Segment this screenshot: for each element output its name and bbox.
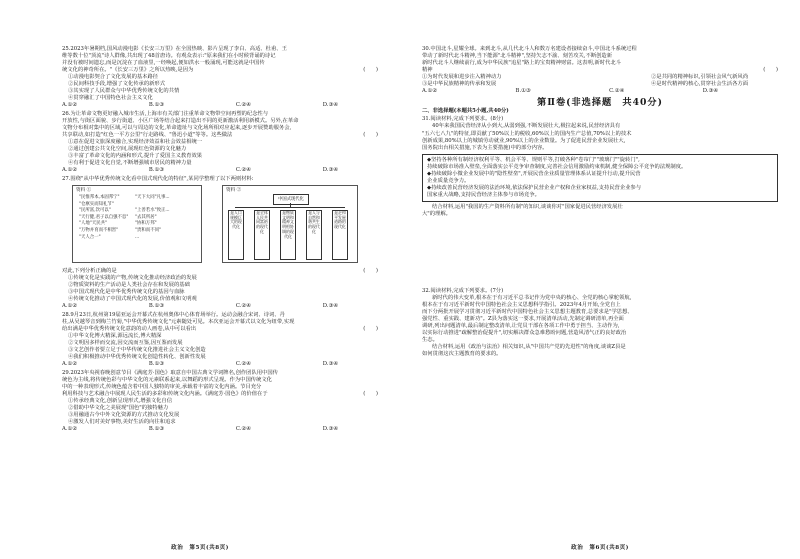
material-1-quote: "上善若水"致正...: [135, 208, 170, 214]
q32-head: 32.阅读材料,完成下列要求。(7分): [422, 288, 504, 295]
material-1-title: 资料 ①: [76, 187, 92, 193]
q31-task: 大"的理解。: [422, 210, 451, 217]
answer-space[interactable]: [422, 359, 778, 399]
option: ④我们积极推动中华优秀传统文化创造性转化、创新性发展: [68, 353, 206, 360]
material-2-title: 资料 ②: [226, 187, 242, 193]
q28-line: 柱,从吴越琴音到梅兰竹菊,"中华优秀传统文化"元素随处可见。本次亚运会开幕式以文化为纽带,实现: [62, 318, 295, 325]
q28-line: 28.9月23日,杭州第19届亚运会开幕式在杭州奥体中心体育场举行。运动会融合宋词、诗词、丹: [62, 311, 285, 318]
material-1-quote: "去其所居": [135, 214, 157, 220]
q30-line: 30.中国北斗,星耀全球。来到北斗,从几代北斗人和数万名建设者接续奋斗,中国北斗系统过程: [422, 46, 637, 52]
option: ③丰富了革命文化的内涵和形式,提升了爱国主义教育效果: [68, 153, 203, 160]
option: ④传统文化推动了中国式现代化的发展,价值观和文明观: [68, 296, 197, 303]
q26-line: 开放性,与街区面貌、步行街道、小区广场等结合起来打造出不同的更新激活利用新模式。另外,在革命: [62, 117, 299, 124]
page-footer: 政治 第5页(共8页): [171, 545, 229, 551]
q31-material: "五六七八九"的特征,即贡献了50%以上的税收,60%以上的国内生产总值,70%以上的技术: [422, 130, 632, 137]
material-1-quote: "民惟邦本,本固邦宁": [79, 194, 120, 200]
option: ④是时代精神的核心,贯穿社会生活各方面: [650, 81, 748, 88]
material-1-quote: "天下大同"凡事...: [135, 194, 170, 200]
answer-bracket: ( ): [363, 267, 378, 274]
choice-a: A.①②: [62, 425, 78, 432]
option: ④有利于促进文化自觉,不断增强城市居民的精神力量: [68, 160, 192, 167]
choice-a: A.①②: [62, 102, 78, 109]
measure-line: 企业质量竞争力。: [427, 177, 470, 184]
choice-c: C.②④: [235, 167, 251, 174]
measure-line: ◆持续破除小微企业发展中的"隐性壁垒",开展民营企业质量管理体系认证提升行动,提升民营: [427, 170, 641, 177]
material-1-quote: "天人合一": [79, 234, 101, 240]
measure-line: 国家重大战略,支持民营经济主体参与市场竞争。: [427, 191, 540, 198]
option: ①中华文化博大精深,源远流长,博大精深: [68, 332, 162, 339]
q25-line: 并没有被时间遗忘,而是沉淀在了血液里,一经唤起,便如洪水一般涌现,可能这就是中国传: [62, 60, 265, 67]
answer-space[interactable]: [422, 218, 778, 288]
choice-c: C.②④: [235, 303, 251, 310]
q30-line: 精神: [422, 67, 433, 74]
q28-line: 给出满是中华优秀传统文化意韵的动人画卷,从中可以看出: [62, 325, 197, 332]
choice-b: B.①③: [148, 361, 164, 367]
material-1-quote: "万物并育而不相害": [79, 227, 119, 233]
choice-c: C.②④: [235, 102, 251, 109]
q31-measures-box: [422, 154, 778, 202]
question-31: [422, 116, 778, 288]
tree-root-node: 中国式现代化: [273, 194, 309, 205]
answer-bracket: ( ): [763, 67, 778, 74]
choice-c: C.②④: [235, 361, 251, 367]
q32-task: 如何贯彻这次主题教育的要求的。: [422, 351, 502, 358]
material-1-quote: "民所富,饮可以": [79, 208, 111, 214]
material-2-box: [222, 185, 358, 263]
option: ②文明因多样而交流,因交流而互鉴,因互鉴而发展: [68, 339, 183, 346]
choice-d: D.③④: [702, 88, 718, 95]
question-30: [422, 46, 778, 95]
choice-a: A.①②: [62, 361, 78, 367]
choice-d: D.③④: [322, 303, 338, 310]
q31-head: 31.阅读材料,完成下列要求。(8分): [422, 116, 504, 123]
q27-intro: 27.围绕"从中华优秀传统文化看中国式现代化的特征",某同学整理了以下两则材料:: [62, 175, 254, 182]
choice-b: B.①③: [148, 167, 164, 174]
answer-bracket: ( ): [363, 132, 378, 139]
choice-a: A.①②: [62, 167, 78, 174]
choice-c: C.②④: [235, 425, 251, 432]
choice-d: D.③④: [322, 102, 338, 109]
q32-material: 而下分两批开展学习贯彻习近平新时代中国特色社会主义思想主题教育,总要求是"学思想、: [422, 309, 633, 316]
page-footer: 政治 第6页(共8页): [571, 545, 629, 551]
option: ③其实现了人民群众与中华优秀传统文化的共情: [68, 88, 180, 95]
material-1-quote: "贵和而不同": [135, 227, 161, 233]
q32-material: 根本在于有习近平新时代中国特色社会主义思想科学指引。2023年4月开始,全党自上: [422, 302, 621, 309]
choice-d: D.③④: [322, 361, 338, 367]
option: ③用融通古今中外文化资源的方式推动文化发展: [68, 411, 180, 418]
question-26: [62, 111, 378, 174]
q32-material: 生态。: [422, 337, 438, 344]
option: ②通过创建公共文化空间,展现红色资源的文化魅力: [68, 146, 187, 153]
left-column: [62, 46, 378, 433]
q26-line: 共享联动,如打造"红色一平方公里"行走路线、"鲁迅小道"等等。这些做法: [62, 132, 233, 139]
q31-material: 创新成果,80%以上的城镇劳动就业,90%以上的企业数量。为了促进民营企业发展壮大,: [422, 137, 626, 144]
q30-line: 新时代北斗人继续前行,成为中华民族"追星"路上的宝贵精神财富。这表明,新时代北斗: [422, 60, 621, 67]
material-1-box: [72, 185, 202, 263]
q29-line: 统色为主线,将传统色彩与中华文化的元素联系起来,以舞蹈的形式呈现。作为中国传统文化: [62, 376, 272, 383]
material-1-quote: "人地"天民共": [79, 221, 108, 227]
q31-task: 结合材料,运用"我国的生产资料所有制"的知识,谈谈你对"国家促进民营经济发展壮: [432, 203, 623, 210]
measure-line: ◆坚持各种所有制经济权利平等、机会平等、规则平等,打破各种"卷帘门""玻璃门""旋转门",: [427, 156, 640, 163]
q25-line: 维等数十位"顶流"诗人群像,共出现了48首唐诗。有观众表示:"原来我们在小时候背诵的诗记: [62, 53, 276, 60]
tree-connector: [235, 207, 345, 208]
question-28: [62, 312, 378, 368]
tree-leaf-node: 是人与自然和谐共生的现代化: [306, 210, 322, 260]
material-1-quote: "仓廪实而知礼节": [79, 201, 114, 207]
q32-material: 强党性、重实践、建新功"。Z县为落实这一要求,开展清单活动,先制定调研清单,再全面: [422, 316, 624, 323]
option: ④激发人们对美好事物,美好生活的向往和追求: [68, 418, 176, 425]
choice-b: B.①③: [148, 102, 164, 109]
q29-line: 29.2023年央视春晚创意节目《满庭芳·国色》取意自中国古典文学词牌名,创作团队用中国传: [62, 369, 278, 376]
question-29: [62, 370, 378, 433]
option: ③中国式现代化是中华优秀传统文化的基因与血脉: [68, 289, 185, 296]
option: ①传承经典文化,创新呈现形式,增强文化自信: [68, 397, 173, 404]
q32-material: 调研,列出问题清单,最后制定整改清单,让党员干部在各项工作中勇于担当、主动作为,: [422, 323, 620, 330]
tree-leaf-node: 是人口规模巨大的现代化: [228, 210, 244, 260]
answer-bracket: ( ): [363, 67, 378, 74]
measure-line: ◆持续改善民营经济发展的法治环境,依法保护民营企业产权和企业家权益,支持民营企业参与: [427, 184, 642, 191]
q31-material: 国务院出台相关措施,下表为主要措施)中的部分内容。: [422, 144, 548, 151]
answer-bracket: ( ): [363, 325, 378, 332]
q32-material: 以实际行动推进"疏解整治促提升",切实解决群众急难愁盼问题,营造风清气正的良好政治: [422, 330, 627, 337]
option: ①传统文化是实践的产物,传统文化推动经济政治的发展: [68, 274, 197, 281]
question-25: [62, 46, 378, 109]
choice-d: D.③④: [322, 167, 338, 174]
tree-leaf-node: 是物质文明和精神文明相协调的现代化: [280, 210, 296, 260]
right-column: [422, 46, 778, 399]
exam-page-right: [400, 0, 800, 559]
choice-b: B.①③: [148, 303, 164, 310]
choice-a: A.①②: [422, 88, 438, 95]
option: ②民间科技手段,增强了文化传承的新形式: [68, 81, 166, 88]
q29-line: 中的一种表现形式,传统色蕴含着中国人独特的审美,承载着丰富的文化内涵。节目充分: [62, 383, 262, 390]
option: ①动漫电影契合了文化发展的基本路径: [68, 74, 159, 81]
section-2-title: 第Ⅱ卷(非选择题 共40分): [537, 97, 663, 109]
option: ③是中华民族精神的传承和发展: [422, 81, 497, 88]
material-1-quote: "协和万邦": [135, 221, 157, 227]
question-27: [62, 176, 378, 310]
question-32: [422, 288, 778, 398]
q27-question: 对此,下列分析正确的是: [62, 267, 117, 274]
q25-line: 25.2023年暑期档,国风动漫电影《长安三万里》在全国热映、影片呈现了李白、高适、杜甫、王: [62, 46, 287, 52]
choice-d: D.③④: [322, 425, 338, 432]
option: ③文艺创作者要立足于中华传统文化推进社会主义文化创造: [68, 346, 206, 353]
option: ②是共同的精神标识,引领社会风气新风尚: [650, 74, 748, 81]
q27-figure: [72, 185, 356, 265]
section-2-subtitle: 二、非选择题(本题共5小题,共40分): [422, 108, 509, 115]
q32-task: 结合材料,运用《政治与法治》相关知识,从"中国共产党的先进性"的角度,谈谈Z县是: [432, 344, 626, 351]
option: ①为时代发展和进步注入精神动力: [422, 74, 502, 81]
material-1-quote: "天行健,君子以自强不息": [79, 214, 129, 220]
choice-c: C.②④: [609, 88, 625, 95]
q29-line: 利用科技与艺术融合中展现人民生活的多彩和传统文化内涵。《满庭芳·国色》的价值在于: [62, 390, 268, 397]
q32-material: 新时代的伟大变革,根本在于有习近平总书记作为党中央的核心、全党的核心掌舵领航,: [432, 295, 632, 302]
q26-line: 文物分布相对集中的区域,可以与周边的文化,革命遗址与文化场所相对应起来,逐步开展赞助服务会,: [62, 125, 292, 132]
option: ②借助中华文化之美展现"国色"的独特魅力: [68, 404, 169, 411]
q26-line: 26.为让革命文物更好融入城市生活,上海市有关部门注重革命文物带空间再塑的纪念性与: [62, 110, 269, 117]
q31-material: 40年来我国民营经济从小到大,从弱到强,不断发展壮大,极拉起来说,民营经济具有: [432, 123, 621, 130]
option: ②物质资料的生产活动是人类社会存在和发展的基础: [68, 281, 190, 288]
option: ④贯穿融汇了中国特色社会主义文化: [68, 95, 153, 102]
q25-line: 统文化的神奇所在。"《长安三万里》之所以热映,是因为: [62, 67, 194, 74]
q30-line: 带动了新时代北斗精神,当下能源"北斗精神",坚持矢志不渝、刻苦攻关,不断创造新: [422, 53, 613, 60]
material-1-quote: ...: [135, 234, 140, 240]
choice-a: A.①②: [62, 303, 78, 310]
option: ①意在促进文旅深度融合,实现经济效益和社会效益相统一: [68, 139, 203, 146]
tree-leaf-node: 是走和平发展道路的现代化: [332, 210, 348, 260]
choice-b: B.①③: [515, 88, 531, 95]
answer-bracket: ( ): [363, 390, 378, 397]
measure-line: 持续破除市场准入壁垒,全面落实公平竞争审查制度,完善社会信用激励约束机制,健全保障公平竞争的法规制度。: [427, 163, 687, 170]
tree-leaf-node: 是全体人民共同富裕的现代化: [254, 210, 270, 260]
choice-b: B.①③: [148, 425, 164, 432]
